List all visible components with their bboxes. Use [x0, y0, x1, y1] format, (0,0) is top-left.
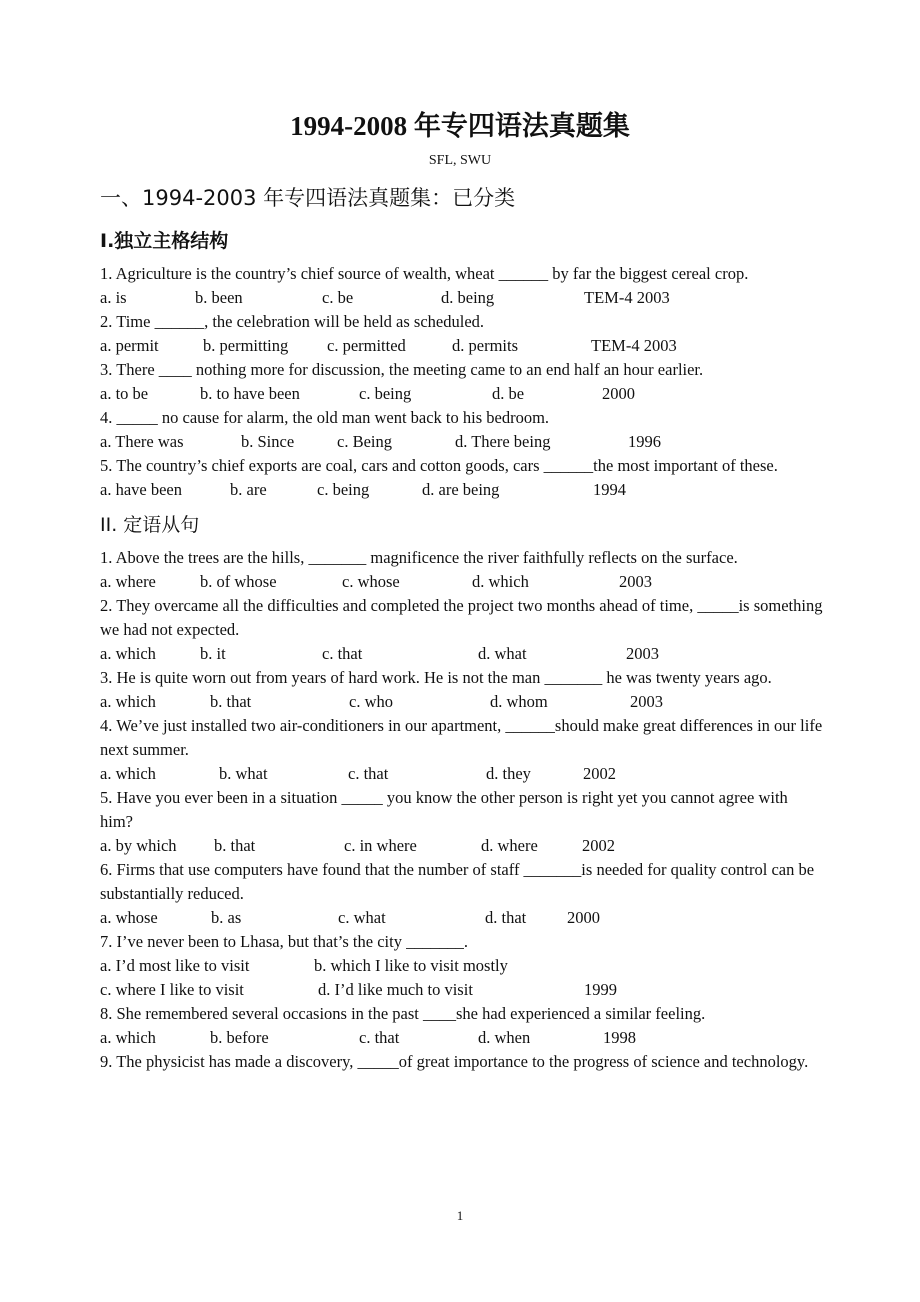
question: 3. He is quite worn out from years of hard work. He is not the man _______ he was twenty years ago.: [100, 668, 772, 687]
question: 7. I’ve never been to Lhasa, but that’s the city _______.: [100, 932, 468, 951]
option-a: a. I’d most like to visit: [100, 956, 250, 975]
option-b: b. what: [219, 764, 268, 783]
option-c: c. where I like to visit: [100, 980, 244, 999]
option-b: b. Since: [241, 432, 295, 451]
option-b: b. been: [195, 288, 243, 307]
question: 2. Time ______, the celebration will be held as scheduled.: [100, 312, 485, 331]
option-a: a. which: [100, 764, 156, 783]
source-tag: 2000: [602, 384, 635, 403]
option-a: a. which: [100, 692, 156, 711]
option-d: d. what: [478, 644, 527, 663]
source-tag: 2003: [626, 644, 659, 663]
option-b: b. permitting: [203, 336, 289, 355]
option-d: d. whom: [490, 692, 548, 711]
option-c: c. that: [348, 764, 389, 783]
part-heading-absolute-construction: I.独立主格结构: [100, 230, 229, 252]
option-c: c. be: [322, 288, 354, 307]
source-tag: 2002: [583, 764, 616, 783]
option-b: b. that: [214, 836, 256, 855]
answer-options: [100, 762, 824, 786]
source-tag: 1994: [593, 480, 626, 499]
option-a: a. permit: [100, 336, 159, 355]
option-b: b. before: [210, 1028, 269, 1047]
question: 6. Firms that use computers have found that the number of staff _______is needed for quality control can be substantially reduced.: [100, 860, 815, 903]
option-b: b. of whose: [200, 572, 277, 591]
source-tag: 1996: [628, 432, 661, 451]
option-b: b. it: [200, 644, 226, 663]
source-tag: 2000: [567, 908, 600, 927]
question: 5. Have you ever been in a situation _____ you know the other person is right yet you cannot agree with him?: [100, 788, 788, 831]
answer-options: [100, 286, 824, 310]
answer-options: [100, 642, 824, 666]
option-b: b. to have been: [200, 384, 300, 403]
option-d: d. they: [486, 764, 531, 783]
option-b: b. as: [211, 908, 242, 927]
option-a: a. by which: [100, 836, 177, 855]
option-c: c. that: [322, 644, 363, 663]
option-d: d. which: [472, 572, 529, 591]
source-tag: 2003: [619, 572, 652, 591]
answer-options: [100, 382, 824, 406]
option-c: c. whose: [342, 572, 400, 591]
source-tag: TEM-4 2003: [584, 288, 670, 307]
answer-options: [100, 334, 824, 358]
option-a: a. is: [100, 288, 127, 307]
option-d: d. There being: [455, 432, 551, 451]
question: 8. She remembered several occasions in the past ____she had experienced a similar feeling.: [100, 1004, 706, 1023]
option-a: a. where: [100, 572, 156, 591]
page-number: 1: [456, 1208, 464, 1223]
option-d: d. where: [481, 836, 538, 855]
option-d: d. be: [492, 384, 525, 403]
option-c: c. in where: [344, 836, 417, 855]
option-d: d. when: [478, 1028, 531, 1047]
answer-options: [100, 430, 824, 454]
option-c: c. permitted: [327, 336, 406, 355]
option-c: c. who: [349, 692, 393, 711]
option-b: b. that: [210, 692, 252, 711]
source-tag: TEM-4 2003: [591, 336, 677, 355]
option-d: d. permits: [452, 336, 518, 355]
source-tag: 1999: [584, 980, 617, 999]
question: 2. They overcame all the difficulties and completed the project two months ahead of time, _____is something we had not expected.: [100, 596, 823, 639]
option-b: b. which I like to visit mostly: [314, 956, 508, 975]
section-title: 一、1994-2003 年专四语法真题集：已分类: [100, 186, 516, 210]
option-c: c. Being: [337, 432, 392, 451]
option-c: c. that: [359, 1028, 400, 1047]
option-d: d. being: [441, 288, 495, 307]
question: 3. There ____ nothing more for discussion, the meeting came to an end half an hour earlier.: [100, 360, 704, 379]
document-subtitle: SFL, SWU: [428, 153, 492, 168]
option-a: a. There was: [100, 432, 184, 451]
question: 4. We’ve just installed two air-conditioners in our apartment, ______should make great differences in our life next summer.: [100, 716, 823, 759]
option-c: c. being: [359, 384, 412, 403]
option-b: b. are: [230, 480, 267, 499]
answer-options: [100, 954, 824, 978]
option-c: c. being: [317, 480, 370, 499]
option-a: a. which: [100, 1028, 156, 1047]
option-a: a. to be: [100, 384, 149, 403]
option-d: d. I’d like much to visit: [318, 980, 473, 999]
source-tag: 2003: [630, 692, 663, 711]
answer-options: [100, 570, 824, 594]
answer-options: [100, 690, 824, 714]
document-body: [100, 178, 824, 1074]
answer-options: [100, 1026, 824, 1050]
option-c: c. what: [338, 908, 386, 927]
answer-options: [100, 478, 824, 502]
option-a: a. which: [100, 644, 156, 663]
option-d: d. are being: [422, 480, 500, 499]
question: 1. Above the trees are the hills, _______ magnificence the river faithfully reflects on the surface.: [100, 548, 738, 567]
question: 9. The physicist has made a discovery, _____of great importance to the progress of science and technology.: [100, 1052, 809, 1071]
answer-options: [100, 906, 824, 930]
part-heading-attributive-clause: II. 定语从句: [100, 514, 200, 536]
document-title: 1994-2008 年专四语法真题集: [290, 111, 630, 141]
option-a: a. have been: [100, 480, 182, 499]
option-d: d. that: [485, 908, 527, 927]
question: 5. The country’s chief exports are coal, cars and cotton goods, cars ______the most important of these.: [100, 456, 778, 475]
question: 1. Agriculture is the country’s chief source of wealth, wheat ______ by far the biggest cereal crop.: [100, 264, 749, 283]
answer-options-continued: [100, 978, 824, 1002]
question: 4. _____ no cause for alarm, the old man went back to his bedroom.: [100, 408, 550, 427]
option-a: a. whose: [100, 908, 158, 927]
answer-options: [100, 834, 824, 858]
source-tag: 2002: [582, 836, 615, 855]
source-tag: 1998: [603, 1028, 636, 1047]
